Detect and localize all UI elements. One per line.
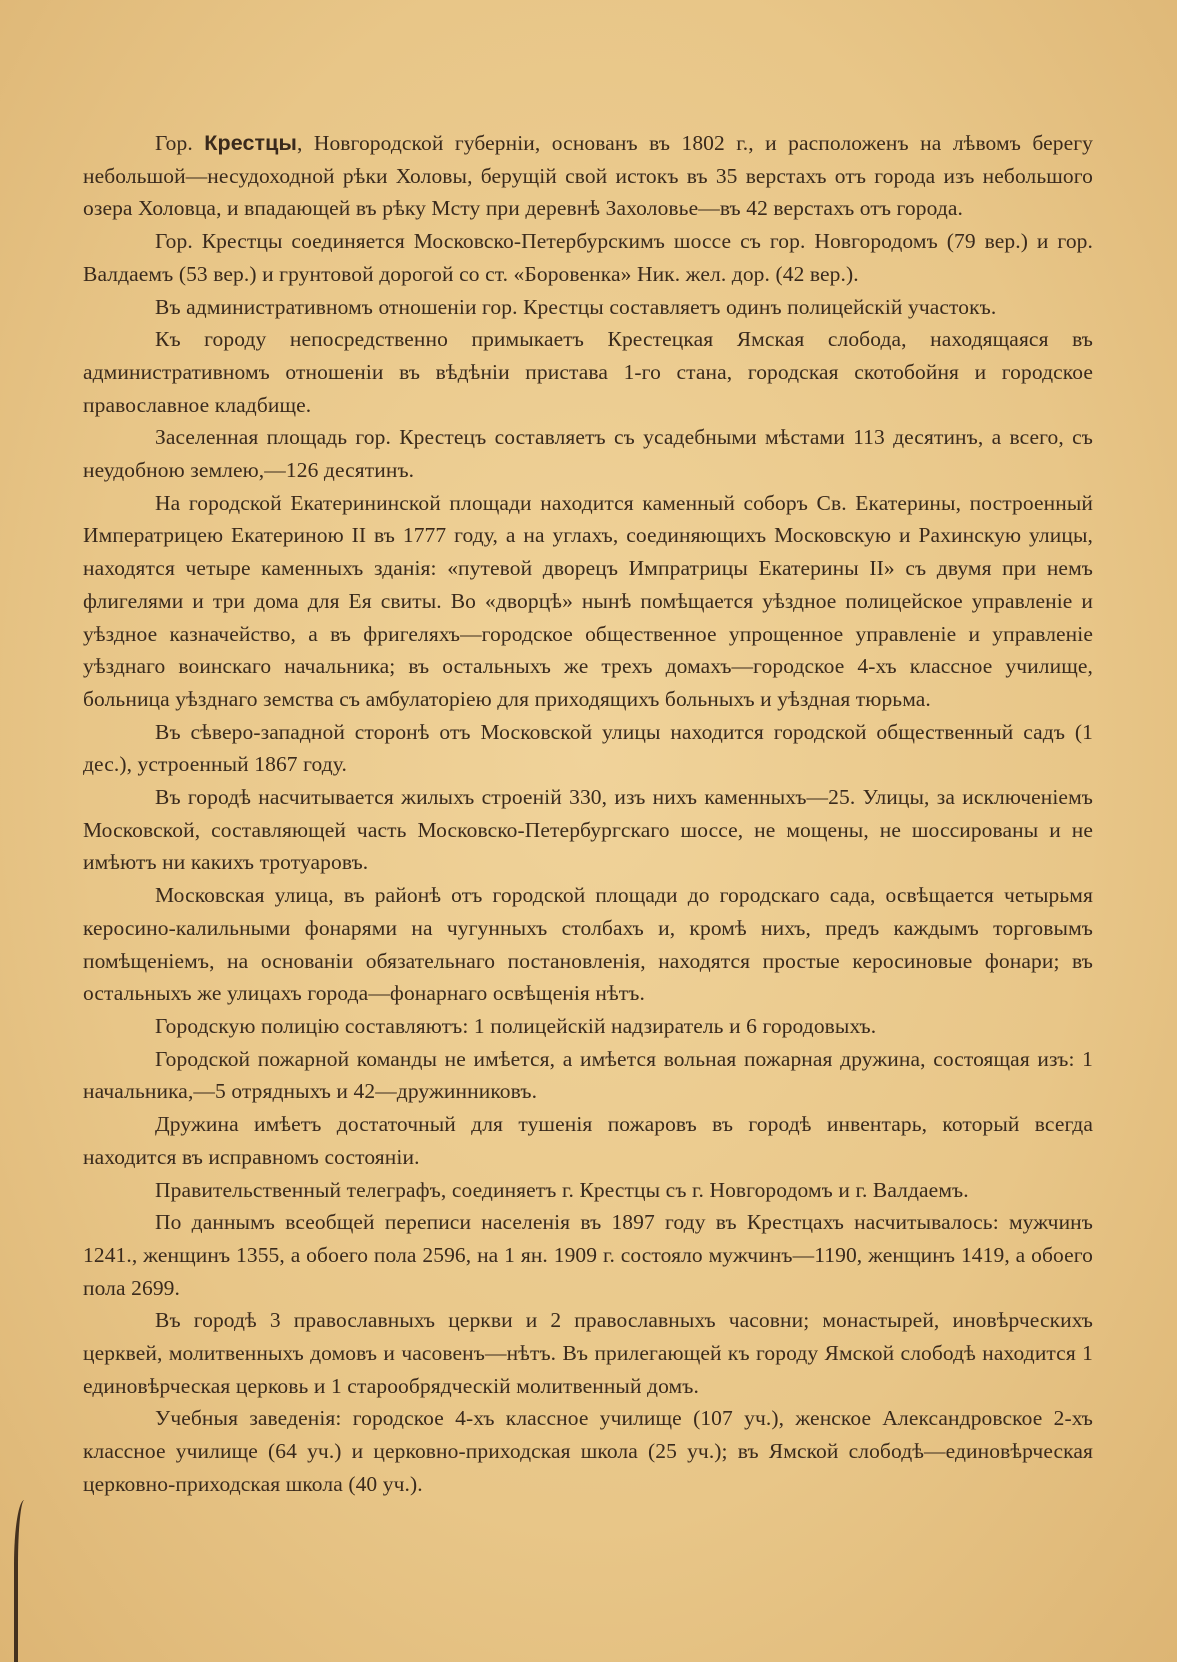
paragraph-cathedral: На городской Екатерининской площади находится каменный соборъ Св. Екатерины, построенный Императрицею Екатериною II въ 1777 году, а на углахъ, соединяющихъ Московскую и Рахинскую улицы, находятся четыре каменныхъ зданія: «путевой дворецъ Импратрицы Екатерины II» съ двумя при немъ флигелями и три дома для Ея свиты. Во «дворцѣ» нынѣ помѣщается уѣздное полицейское управленіе и уѣздное казначейство, а въ фригеляхъ—городское общественное упрощенное управленіе и управленіе уѣзднаго воинскаго начальника; въ остальныхъ же трехъ домахъ—городское 4-хъ классное училище, больница уѣзднаго земства съ амбулаторіею для приходящихъ больныхъ и уѣздная тюрьма. [83,490,1093,711]
binding-edge-mark [14,1500,40,1662]
paragraph-founding: Гор. Крестцы, Новгородской губерніи, основанъ въ 1802 г., и расположенъ на лѣвомъ берегу небольшой—несудоходной рѣки Холовы, берущій свой истокъ въ 35 верстахъ отъ города изъ небольшого озера Холовца, и впадающей въ рѣку Мсту при деревнѣ Захоловье—въ 42 верстахъ отъ города. [83,131,1093,221]
paragraph-lighting: Московская улица, въ районѣ отъ городской площади до городскаго сада, освѣщается четырьмя керосино-калильными фонарями на чугунныхъ столбахъ и, кромѣ нихъ, предъ каждымъ торговымъ помѣщеніемъ, на основаніи обязательнаго постановленія, находятся простые керосиновые фонари; въ остальныхъ же улицахъ города—фонарнаго освѣщенія нѣтъ. [83,883,1093,1006]
paragraph-garden: Въ сѣверо-западной сторонѣ отъ Московской улицы находится городской общественный садъ (1 дес.), устроенный 1867 году. [83,719,1093,777]
paragraph-churches: Въ городѣ 3 православныхъ церкви и 2 православныхъ часовни; монастырей, иновѣрческихъ церквей, молитвенныхъ домовъ и часовенъ—нѣтъ. Въ прилегающей къ городу Ямской слободѣ находится 1 единовѣрческая церковь и 1 старообрядческій молитвенный домъ. [83,1308,1093,1398]
lead-word: Крестцы [204,131,297,155]
paragraph-sloboda: Къ городу непосредственно примыкаетъ Крестецкая Ямская слобода, находящаяся въ административномъ отношеніи въ вѣдѣніи пристава 1-го стана, городская скотобойня и городское православное кладбище. [83,327,1093,417]
paragraph-fire-brigade: Городской пожарной команды не имѣется, а имѣется вольная пожарная дружина, состоящая изъ: 1 начальника,—5 отрядныхъ и 42—дружинниковъ. [83,1046,1093,1104]
document-body [83,127,1093,1501]
paragraph-equipment: Дружина имѣетъ достаточный для тушенія пожаровъ въ городѣ инвентарь, который всегда находится въ исправномъ состояніи. [83,1112,1093,1169]
paragraph-area: Заселенная площадь гор. Крестецъ составляетъ съ усадебными мѣстами 113 десятинъ, а всего, съ неудобною землею,—126 десятинъ. [83,425,1093,483]
paragraph-census: По даннымъ всеобщей переписи населенія въ 1897 году въ Крестцахъ насчитывалось: мужчинъ 1241., женщинъ 1355, а обоего пола 2596, на 1 ян. 1909 г. состояло мужчинъ—1190, женщинъ 1419, а обоего пола 2699. [83,1210,1093,1300]
paragraph-buildings: Въ городѣ насчитывается жилыхъ строеній 330, изъ нихъ каменныхъ—25. Улицы, за исключеніемъ Московской, составляющей часть Московско-Петербургскаго шоссе, не мощены, не шоссированы и не имѣютъ ни какихъ тротуаровъ. [83,785,1093,875]
paragraph-police: Городскую полицію составляютъ: 1 полицейскій надзиратель и 6 городовыхъ. [155,1013,877,1038]
paragraph-roads: Гор. Крестцы соединяется Московско-Петербурскимъ шоссе съ гор. Новгородомъ (79 вер.) и гор. Валдаемъ (53 вер.) и грунтовой дорогой со ст. «Боровенка» Ник. жел. дор. (42 вер.). [83,229,1093,286]
paragraph-schools: Учебныя заведенія: городское 4-хъ классное училище (107 уч.), женское Александровское 2-хъ классное училище (64 уч.) и церковно-приходская школа (25 уч.); въ Ямской слободѣ—единовѣрческая церковно-приходская школа (40 уч.). [83,1406,1093,1496]
paragraph-administration: Въ административномъ отношеніи гор. Крестцы составляетъ одинъ полицейскій участокъ. [155,294,997,319]
paragraph-founding-rest: , Новгородской губерніи, основанъ въ 1802 г., и расположенъ на лѣвомъ берегу небольшой—несудоходной рѣки Холовы, берущій свой истокъ въ 35 верстахъ отъ города изъ небольшого озера Холовца, и впадающей въ рѣку Мсту при деревнѣ Захоловье—въ 42 верстахъ отъ города. [83,131,1093,221]
paragraph-telegraph: Правительственный телеграфъ, соединяетъ г. Крестцы съ г. Новгородомъ и г. Валдаемъ. [155,1177,969,1202]
